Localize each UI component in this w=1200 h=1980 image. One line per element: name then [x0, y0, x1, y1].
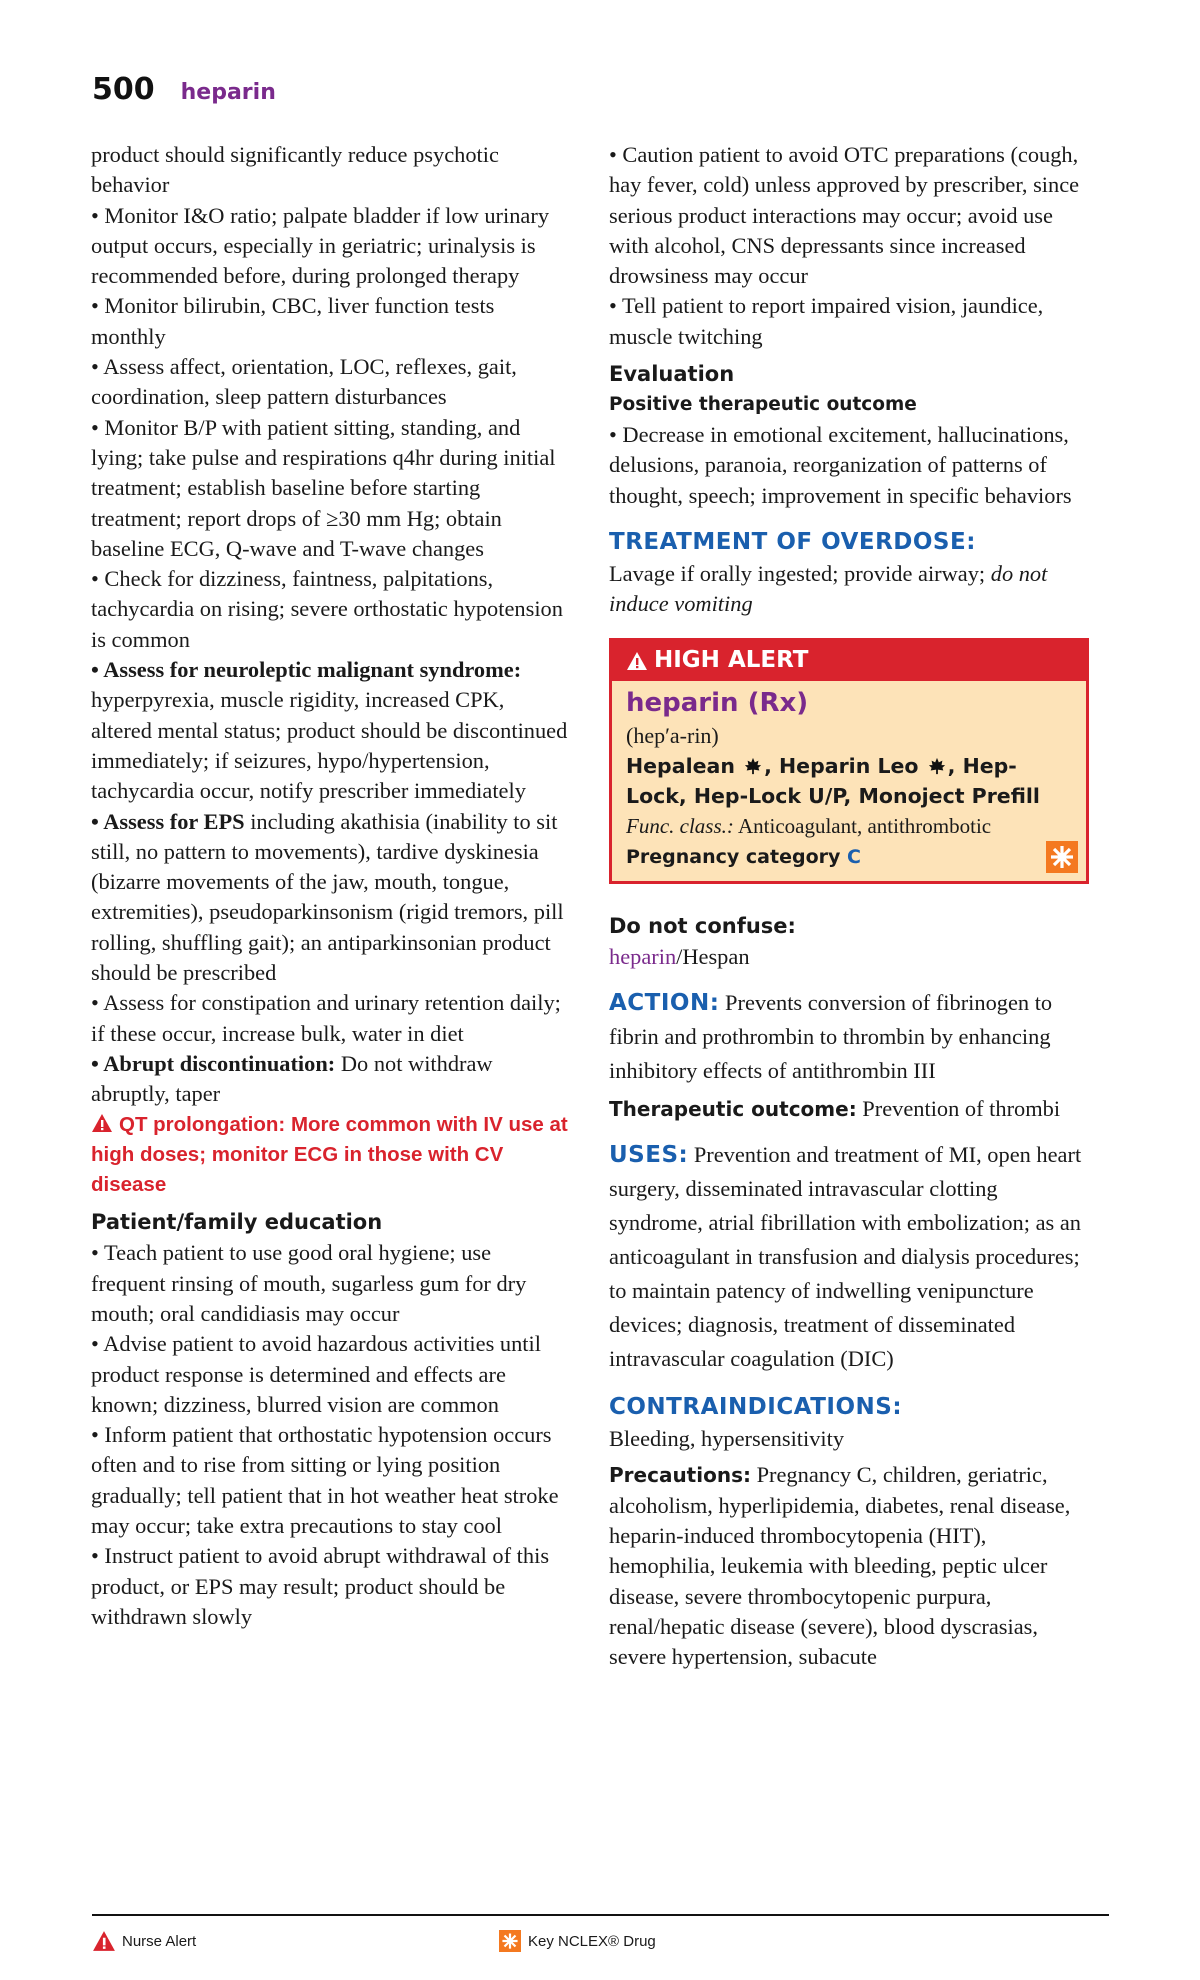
key-drug-icon	[1046, 841, 1078, 873]
bullet-item: • Monitor I&O ratio; palpate bladder if low urinary output occurs, especially in geriatric; urinalysis is recommended before, during prolonged therapy	[91, 202, 550, 289]
page-number: 500	[92, 72, 155, 107]
page-header	[92, 72, 276, 107]
precautions-text: Pregnancy C, children, geriatric, alcoholism, hyperlipidemia, diabetes, renal disease, heparin-induced thrombocytopenia (HIT), hemophilia, leukemia with bleeding, peptic ulcer disease, severe thrombocytopenic purpura, renal/hepatic disease (severe), blood dyscrasias, severe hypertension, subacute	[609, 1462, 1071, 1670]
section-heading: Patient/family education	[91, 1210, 383, 1235]
brand-name: , Hep-Lock, Hep-Lock U/P, Monoject Prefill	[626, 753, 1040, 808]
brand-name: , Heparin Leo	[764, 753, 919, 778]
func-class-label: Func. class.:	[626, 813, 734, 838]
bullet-item: • Check for dizziness, faintness, palpitations, tachycardia on rising; severe orthostatic hypotension is common	[91, 566, 563, 652]
overdose-text	[609, 559, 1089, 620]
bullet-item: • Instruct patient to avoid abrupt withdrawal of this product, or EPS may result; product should be withdrawn slowly	[91, 1543, 550, 1629]
canada-maple-leaf-icon	[928, 757, 946, 775]
high-alert-banner	[612, 641, 1086, 681]
precautions-heading: Precautions:	[609, 1463, 751, 1488]
pregnancy-value: C	[847, 845, 861, 868]
alert-triangle-icon	[626, 651, 648, 671]
subsection-heading: Positive therapeutic outcome	[609, 394, 917, 416]
pregnancy-category	[626, 841, 1072, 873]
action-paragraph	[609, 986, 1089, 1088]
bullet-lead: • Assess for EPS	[91, 808, 245, 834]
alert-body	[612, 681, 1086, 881]
footer-key-drug	[498, 1930, 656, 1952]
bullet-item: • Caution patient to avoid OTC preparations (cough, hay fever, cold) unless approved by prescriber, since serious product interactions may occur; avoid use with alcohol, CNS depressants since increased drowsiness may occur	[609, 142, 1080, 289]
footer-nurse-alert-label: Nurse Alert	[122, 1932, 197, 1950]
pregnancy-label: Pregnancy category	[626, 845, 847, 868]
bullet-item: • Decrease in emotional excitement, hallucinations, delusions, paranoia, reorganization of patterns of thought, speech; improvement in specific behaviors	[609, 422, 1072, 508]
action-heading: ACTION:	[609, 989, 720, 1016]
bullet-text: including akathisia (inability to sit still, no pattern to movements), tardive dyskinesia (bizarre movements of the jaw, mouth, tongue, extremities), pseudoparkinsonism (rigid tremors, pill rolling, shuffling gait); an antiparkinsonian product should be prescribed	[91, 808, 564, 986]
bullet-item	[91, 1049, 569, 1110]
brand-names	[626, 751, 1072, 811]
contraindications-heading: CONTRAINDICATIONS:	[609, 1394, 903, 1421]
overdose-heading: TREATMENT OF OVERDOSE:	[609, 528, 976, 555]
therapeutic-outcome-paragraph	[609, 1094, 1089, 1124]
bullet-item: • Inform patient that orthostatic hypotension occurs often and to rise from sitting or lying position gradually; tell patient that in hot weather heat stroke may occur; take extra precautions to stay cool	[91, 1422, 559, 1539]
canada-maple-leaf-icon	[744, 757, 762, 775]
bullet-item	[91, 807, 569, 989]
nurse-alert-icon	[92, 1930, 116, 1952]
bullet-lead: • Assess for neuroleptic malignant syndrome:	[91, 657, 522, 683]
therapeutic-outcome-heading: Therapeutic outcome:	[609, 1096, 857, 1121]
footer-key-drug-label: Key NCLEX® Drug	[528, 1932, 656, 1950]
contraindications-text: Bleeding, hypersensitivity	[609, 1426, 845, 1452]
running-head-drug: heparin	[180, 80, 276, 105]
footer-nurse-alert	[92, 1930, 196, 1952]
dnc-drug-b: /Hespan	[676, 943, 750, 969]
bullet-item: • Advise patient to avoid hazardous activities until product response is determined and effects are known; dizziness, blurred vision are common	[91, 1331, 541, 1417]
bullet-item: • Assess for constipation and urinary retention daily; if these occur, increase bulk, water in diet	[91, 990, 561, 1046]
paragraph: product should significantly reduce psychotic behavior	[91, 142, 499, 198]
bullet-item: • Teach patient to use good oral hygiene; use frequent rinsing of mouth, sugarless gum for dry mouth; oral candidiasis may occur	[91, 1240, 527, 1326]
precautions-paragraph	[609, 1460, 1089, 1672]
footer-rule	[92, 1914, 1109, 1916]
bullet-item: • Monitor bilirubin, CBC, liver function tests monthly	[91, 293, 495, 349]
brand-name: Hepalean	[626, 753, 735, 778]
left-column	[91, 140, 569, 1632]
bullet-lead: • Abrupt discontinuation:	[91, 1050, 336, 1076]
uses-text: Prevention and treatment of MI, open heart surgery, disseminated intravascular clotting syndrome, atrial fibrillation with embolization; as an anticoagulant in transfusion and dialysis procedures; to maintain patency of indwelling venipuncture devices; diagnosis, treatment of disseminated intravascular coagulation (DIC)	[609, 1142, 1082, 1372]
uses-heading: USES:	[609, 1142, 689, 1169]
overdose-italic: do not induce vomiting	[609, 560, 1048, 617]
func-class-value: Anticoagulant, antithrombotic	[733, 813, 992, 838]
uses-paragraph	[609, 1138, 1089, 1376]
high-alert-box	[609, 638, 1089, 884]
bullet-text: hyperpyrexia, muscle rigidity, increased CPK, altered mental status; product should be discontinued immediately; if seizures, hypo/hypertension, tachycardia occur, notify prescriber immediately	[91, 687, 568, 804]
overdose-plain: Lavage if orally ingested; provide airway;	[609, 560, 991, 586]
drug-name: heparin (Rx)	[626, 687, 809, 718]
banner-text: HIGH ALERT	[654, 647, 809, 674]
action-text: Prevents conversion of fibrinogen to fibrin and prothrombin to thrombin by enhancing inhibitory effects of antithrombin III	[609, 989, 1053, 1083]
dnc-drug-a: heparin	[609, 943, 677, 969]
right-column	[609, 140, 1089, 1673]
bullet-item: • Monitor B/P with patient sitting, standing, and lying; take pulse and respirations q4hr during initial treatment; establish baseline before starting treatment; report drops of ≥30 mm Hg; obtain baseline ECG, Q-wave and T-wave changes	[91, 414, 556, 561]
key-drug-icon	[498, 1930, 522, 1952]
bullet-text: Do not withdraw abruptly, taper	[91, 1050, 493, 1107]
pronunciation: (hep′a-rin)	[626, 722, 719, 748]
bullet-item	[91, 655, 569, 806]
therapeutic-outcome-text: Prevention of thrombi	[856, 1095, 1061, 1121]
functional-class	[626, 811, 1072, 841]
nurse-alert-icon	[91, 1113, 113, 1133]
qt-alert-text: QT prolongation: More common with IV use at high doses; monitor ECG in those with CV disease	[91, 1112, 568, 1197]
section-heading: Evaluation	[609, 362, 735, 387]
do-not-confuse-text	[609, 942, 1089, 972]
qt-alert	[91, 1110, 569, 1201]
bullet-item: • Assess affect, orientation, LOC, reflexes, gait, coordination, sleep pattern disturbances	[91, 354, 517, 410]
bullet-item: • Tell patient to report impaired vision, jaundice, muscle twitching	[609, 293, 1044, 349]
do-not-confuse-heading: Do not confuse:	[609, 913, 796, 938]
